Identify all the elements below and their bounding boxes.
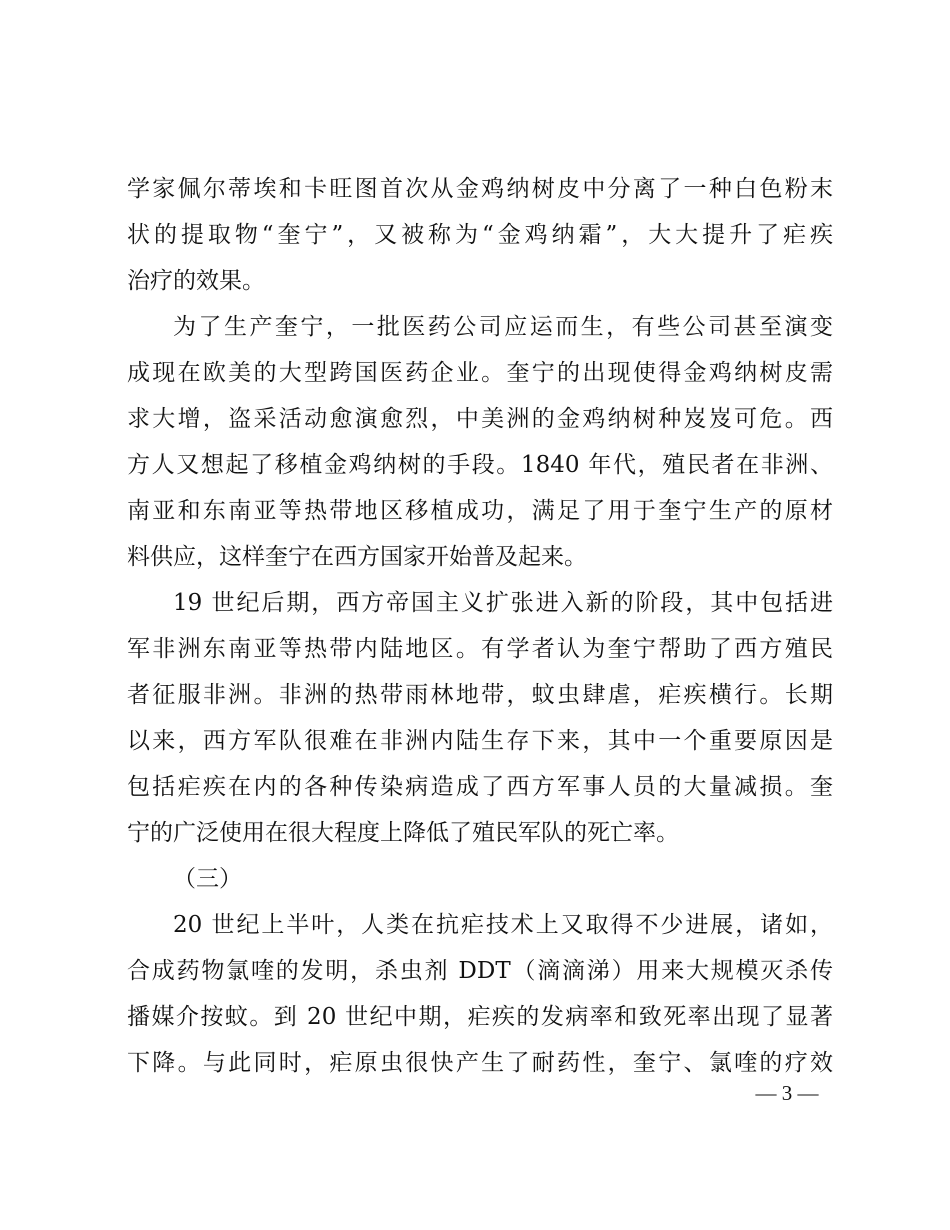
paragraph-2-line-5: 南亚和东南亚等热带地区移植成功，满足了用于奎宁生产的原材 bbox=[127, 498, 833, 524]
paragraph-3-line-5: 包括疟疾在内的各种传染病造成了西方军事人员的大量减损。奎 bbox=[127, 774, 833, 800]
paragraph-4-line-4: 下降。与此同时，疟原虫很快产生了耐药性，奎宁、氯喹的疗效 bbox=[127, 1050, 833, 1076]
paragraph-1-line-1: 学家佩尔蒂埃和卡旺图首次从金鸡纳树皮中分离了一种白色粉末 bbox=[127, 176, 833, 202]
paragraph-2-line-6: 料供应，这样奎宁在西方国家开始普及起来。 bbox=[127, 544, 587, 570]
paragraph-4-line-1: 20 世纪上半叶，人类在抗疟技术上又取得不少进展，诸如， bbox=[173, 912, 833, 938]
section-heading: （三） bbox=[173, 866, 242, 892]
paragraph-3-line-4: 以来，西方军队很难在非洲内陆生存下来，其中一个重要原因是 bbox=[127, 728, 833, 754]
paragraph-2-line-4: 方人又想起了移植金鸡纳树的手段。1840 年代，殖民者在非洲、 bbox=[127, 452, 833, 478]
paragraph-2-line-2: 成现在欧美的大型跨国医药企业。奎宁的出现使得金鸡纳树皮需 bbox=[127, 360, 833, 386]
paragraph-2-line-3: 求大增，盗采活动愈演愈烈，中美洲的金鸡纳树种岌岌可危。西 bbox=[127, 406, 833, 432]
paragraph-3-line-1: 19 世纪后期，西方帝国主义扩张进入新的阶段，其中包括进 bbox=[173, 590, 833, 616]
paragraph-3-line-3: 者征服非洲。非洲的热带雨林地带，蚊虫肆虐，疟疾横行。长期 bbox=[127, 682, 833, 708]
paragraph-3-line-6: 宁的广泛使用在很大程度上降低了殖民军队的死亡率。 bbox=[127, 820, 679, 846]
paragraph-1-line-3: 治疗的效果。 bbox=[127, 268, 265, 294]
paragraph-2-line-1: 为了生产奎宁，一批医药公司应运而生，有些公司甚至演变 bbox=[173, 314, 833, 340]
paragraph-3-line-2: 军非洲东南亚等热带内陆地区。有学者认为奎宁帮助了西方殖民 bbox=[127, 636, 833, 662]
paragraph-4-line-3: 播媒介按蚊。到 20 世纪中期，疟疾的发病率和致死率出现了显著 bbox=[127, 1004, 833, 1030]
paragraph-4-line-2: 合成药物氯喹的发明，杀虫剂 DDT（滴滴涕）用来大规模灭杀传 bbox=[127, 958, 833, 984]
paragraph-1-line-2: 状的提取物“奎宁”，又被称为“金鸡纳霜”，大大提升了疟疾 bbox=[127, 222, 833, 248]
page-number: — 3 — bbox=[755, 1081, 819, 1105]
